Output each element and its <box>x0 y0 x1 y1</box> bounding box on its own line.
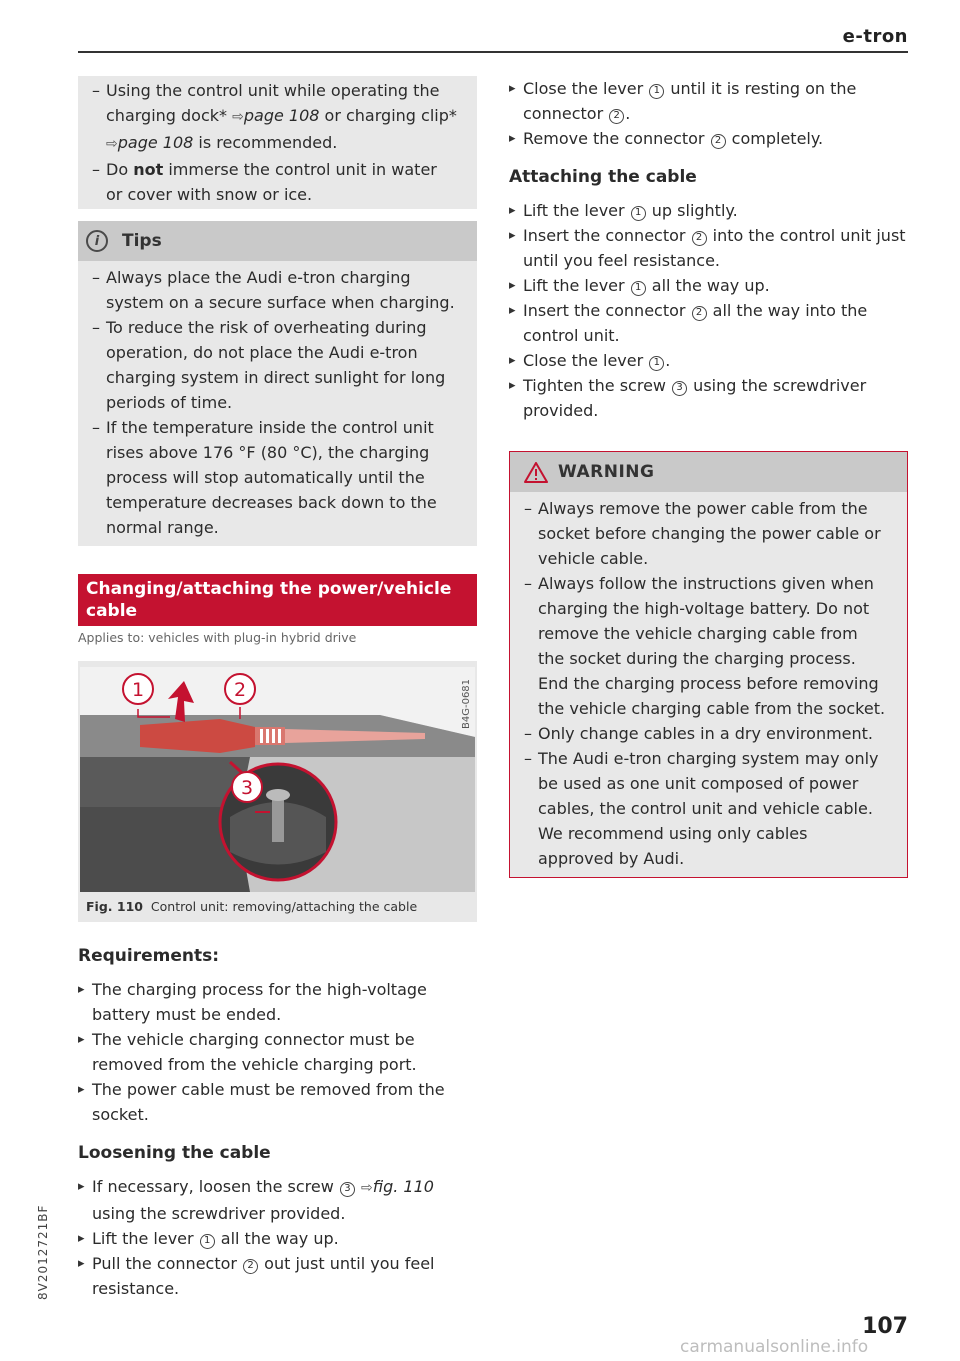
applies-to-note: Applies to: vehicles with plug-in hybrid drive <box>78 630 357 645</box>
callout-number: 1 <box>631 206 646 221</box>
svg-text:3: 3 <box>240 777 254 799</box>
svg-text:2: 2 <box>233 679 247 701</box>
list-item: ▸ Tighten the screw 3 using the screwdriver provided. <box>509 373 908 423</box>
attaching-heading: Attaching the cable <box>509 167 697 187</box>
page-number: 107 <box>862 1314 908 1339</box>
right-column <box>509 76 908 878</box>
list-item: ▸ Pull the connector 2 out just until you feel resistance. <box>78 1251 477 1301</box>
figure-code: B4G-0681 <box>461 678 472 729</box>
list-item: – Do not immerse the control unit in water or cover with snow or ice. <box>92 157 457 207</box>
list-item: ▸ Close the lever 1 until it is resting on the connector 2 . <box>509 76 908 126</box>
header-title: e-tron <box>842 26 908 47</box>
xref-arrow-icon: ⇨ <box>361 1180 373 1196</box>
list-item: ▸ Close the lever 1 . <box>509 348 908 373</box>
list-item: – Always follow the instructions given when charging the high-voltage battery. Do not remove the vehicle charging cable from the socket during the charging process. End the charging process before removing the vehicle charging cable from the socket. <box>524 571 887 721</box>
list-item: ▸ The charging process for the high-voltage battery must be ended. <box>78 977 477 1027</box>
list-item: ▸ Lift the lever 1 up slightly. <box>509 198 908 223</box>
list-item: ▸ Insert the connector 2 all the way into the control unit. <box>509 298 908 348</box>
callout-number: 2 <box>609 109 624 124</box>
callout-1 <box>123 674 153 704</box>
list-item: ▸ Remove the connector 2 completely. <box>509 126 908 151</box>
callout-number: 1 <box>631 281 646 296</box>
figure-caption: Fig. 110 Control unit: removing/attaching the cable <box>86 899 418 914</box>
warning-triangle-icon <box>524 462 548 483</box>
list-item: – Always remove the power cable from the socket before changing the power cable or vehicle cable. <box>524 496 887 571</box>
callout-2 <box>225 674 255 704</box>
loosening-steps-continued <box>509 76 908 151</box>
callout-3 <box>232 772 262 802</box>
xref-arrow-icon: ⇨ <box>106 136 118 152</box>
list-item: ▸ The vehicle charging connector must be removed from the vehicle charging port. <box>78 1027 477 1077</box>
section-title-banner: Changing/attaching the power/vehicle cable <box>78 574 477 626</box>
info-icon: i <box>86 230 108 252</box>
list-item: ▸ Lift the lever 1 all the way up. <box>78 1226 477 1251</box>
control-unit-illustration <box>80 667 475 892</box>
warning-title: WARNING <box>558 461 655 482</box>
callout-number: 1 <box>649 356 664 371</box>
figure-ref-link[interactable]: fig. 110 <box>372 1177 434 1196</box>
callout-number: 3 <box>672 381 687 396</box>
callout-number: 3 <box>340 1182 355 1197</box>
callout-number: 2 <box>711 134 726 149</box>
document-code: 8V2012721BF <box>36 1204 50 1300</box>
warning-header <box>510 452 907 492</box>
page-ref-link[interactable]: page 108 <box>117 133 194 152</box>
callout-number: 1 <box>649 84 664 99</box>
list-item: ▸ Lift the lever 1 all the way up. <box>509 273 908 298</box>
attaching-steps <box>509 198 908 423</box>
warning-box <box>509 451 908 878</box>
list-item: ▸ Insert the connector 2 into the control unit just until you feel resistance. <box>509 223 908 273</box>
list-item: ▸ If necessary, loosen the screw 3 ⇨fig. 110 using the screwdriver provided. <box>78 1174 477 1226</box>
intro-box <box>78 76 477 209</box>
list-item: – Only change cables in a dry environment. <box>524 721 887 746</box>
header-rule <box>78 51 908 53</box>
watermark: carmanualsonline.info <box>680 1337 869 1357</box>
page-ref-link[interactable]: page 108 <box>243 106 320 125</box>
requirements-list <box>78 977 477 1127</box>
callout-number: 2 <box>692 231 707 246</box>
tips-title: Tips <box>122 230 162 251</box>
loosening-heading: Loosening the cable <box>78 1143 271 1163</box>
list-item: – Using the control unit while operating the charging dock* ⇨page 108 or charging clip* ⇨page 108 is recommended. <box>92 78 457 157</box>
list-item: ▸ The power cable must be removed from the socket. <box>78 1077 477 1127</box>
tips-box <box>78 221 477 546</box>
requirements-heading: Requirements: <box>78 946 220 966</box>
callout-number: 2 <box>692 306 707 321</box>
tips-header <box>78 221 477 261</box>
list-item: – To reduce the risk of overheating during operation, do not place the Audi e-tron charging system in direct sunlight for long periods of time. <box>92 315 457 415</box>
list-item: – The Audi e-tron charging system may only be used as one unit composed of power cables, the control unit and vehicle cable. We recommend using only cables approved by Audi. <box>524 746 887 871</box>
loosening-steps <box>78 1174 477 1301</box>
callout-number: 1 <box>200 1234 215 1249</box>
list-item: – If the temperature inside the control unit rises above 176 °F (80 °C), the charging process will stop automatically until the temperature decreases back down to the normal range. <box>92 415 457 540</box>
figure-110 <box>78 661 477 922</box>
svg-text:1: 1 <box>131 679 145 701</box>
list-item: – Always place the Audi e-tron charging system on a secure surface when charging. <box>92 265 457 315</box>
xref-arrow-icon: ⇨ <box>232 109 244 125</box>
callout-number: 2 <box>243 1259 258 1274</box>
left-column <box>78 76 477 1301</box>
